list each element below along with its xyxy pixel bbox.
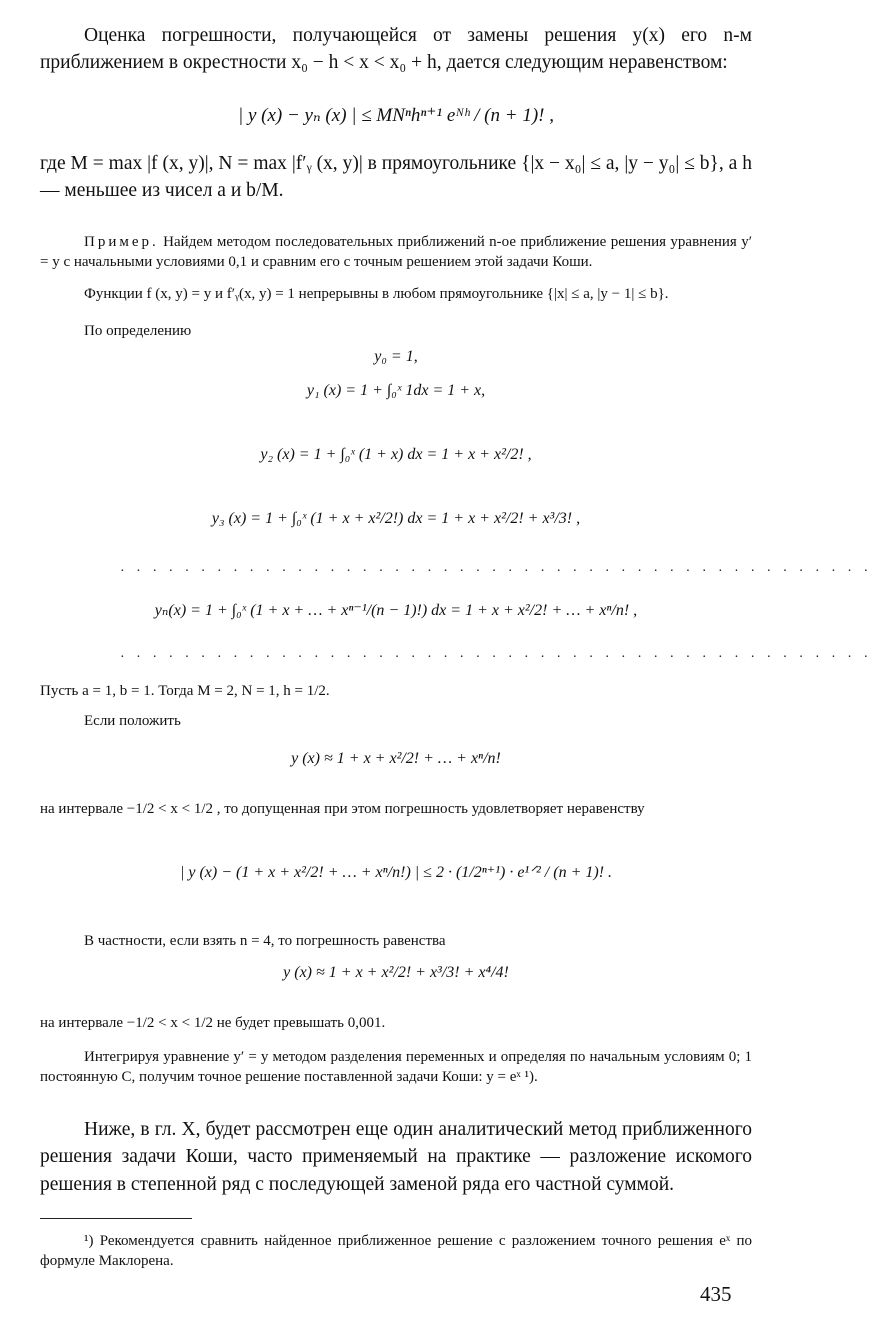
parameters-line: Пусть a = 1, b = 1. Тогда M = 2, N = 1, h = 1/2.	[40, 683, 330, 699]
dotted-separator: · · · · · · · · · · · · · · · · · · · · · · · · · · · · · · · · · · · · · · · · · · · · · · ·	[120, 650, 872, 665]
exact-solution-paragraph: Интегрируя уравнение y′ = y методом разделения переменных и определяя по начальным условиям 0; 1 постоянную C, получим точное решение поставленной задачи Коши: y = eˣ ¹).	[40, 1049, 752, 1085]
example-text: Найдем методом последовательных приближений n-ое приближение решения уравнения y′ = y с начальными условиями 0,1 и сравним его с точным решением этой задачи Коши.	[40, 234, 752, 270]
if-we-set-line: Если положить	[84, 713, 181, 729]
definitions-paragraph: где M = max |f (x, y)|, N = max |f′ᵧ (x, y)| в прямоугольнике {|x − x₀| ≤ a, |y − y₀| ≤ b}, а h — меньшее из чисел a и b/M.	[40, 153, 752, 202]
formula-y1: y₁ (x) = 1 + ∫₀ˣ 1dx = 1 + x,	[306, 382, 486, 399]
by-definition-label: По определению	[84, 323, 192, 339]
inequality-formula: | y (x) − (1 + x + x²/2! + … + xⁿ/n!) | ≤ 2 · (1/2ⁿ⁺¹) · e¹ᐟ² / (n + 1)! .	[179, 864, 613, 881]
error-bound-formula: | y (x) − yₙ (x) | ≤ MNⁿhⁿ⁺¹ eᴺʰ / (n + 1)! ,	[237, 105, 554, 126]
footnote-rule	[40, 1218, 192, 1219]
particular-case-line: В частности, если взять n = 4, то погрешность равенства	[84, 933, 446, 949]
intro-paragraph: Оценка погрешности, получающейся от замены решения y(x) его n-м приближением в окрестности x₀ − h < x < x₀ + h, дается следующим неравенством:	[40, 25, 752, 74]
formula-y2: y₂ (x) = 1 + ∫₀ˣ (1 + x) dx = 1 + x + x²/2! ,	[260, 446, 532, 463]
formula-y3: y₃ (x) = 1 + ∫₀ˣ (1 + x + x²/2!) dx = 1 + x + x²/2! + x³/3! ,	[211, 510, 581, 527]
dotted-separator: · · · · · · · · · · · · · · · · · · · · · · · · · · · · · · · · · · · · · · · · · · · · · · ·	[120, 564, 872, 579]
closing-paragraph: Ниже, в гл. X, будет рассмотрен еще один аналитический метод приближенного решения задачи Коши, часто применяемый на практике — разложение искомого решения в степенной ряд с последующей заменой ряда его частной суммой.	[40, 1119, 752, 1195]
example-paragraph	[40, 233, 752, 273]
page-number: 435	[700, 1282, 732, 1306]
interval-accuracy-line: на интервале −1/2 < x < 1/2 не будет превышать 0,001.	[40, 1015, 386, 1031]
example-label: Пример.	[84, 234, 159, 250]
formula-yn: yₙ(x) = 1 + ∫₀ˣ (1 + x + … + xⁿ⁻¹/(n − 1)!) dx = 1 + x + x²/2! + … + xⁿ/n! ,	[154, 602, 638, 619]
approximation-formula: y (x) ≈ 1 + x + x²/2! + … + xⁿ/n!	[291, 750, 501, 767]
interval-paragraph: на интервале −1/2 < x < 1/2 , то допущенная при этом погрешность удовлетворяет неравенству	[40, 801, 645, 817]
continuity-paragraph: Функции f (x, y) = y и f′ᵧ(x, y) = 1 непрерывны в любом прямоугольнике {|x| ≤ a, |y − 1| ≤ b}.	[84, 286, 669, 302]
formula-y0: y₀ = 1,	[374, 348, 418, 365]
n4-approximation: y (x) ≈ 1 + x + x²/2! + x³/3! + x⁴/4!	[283, 964, 509, 981]
footnote: ¹) Рекомендуется сравнить найденное приближенное решение с разложением точного решения eˣ по формуле Маклорена.	[40, 1233, 752, 1269]
